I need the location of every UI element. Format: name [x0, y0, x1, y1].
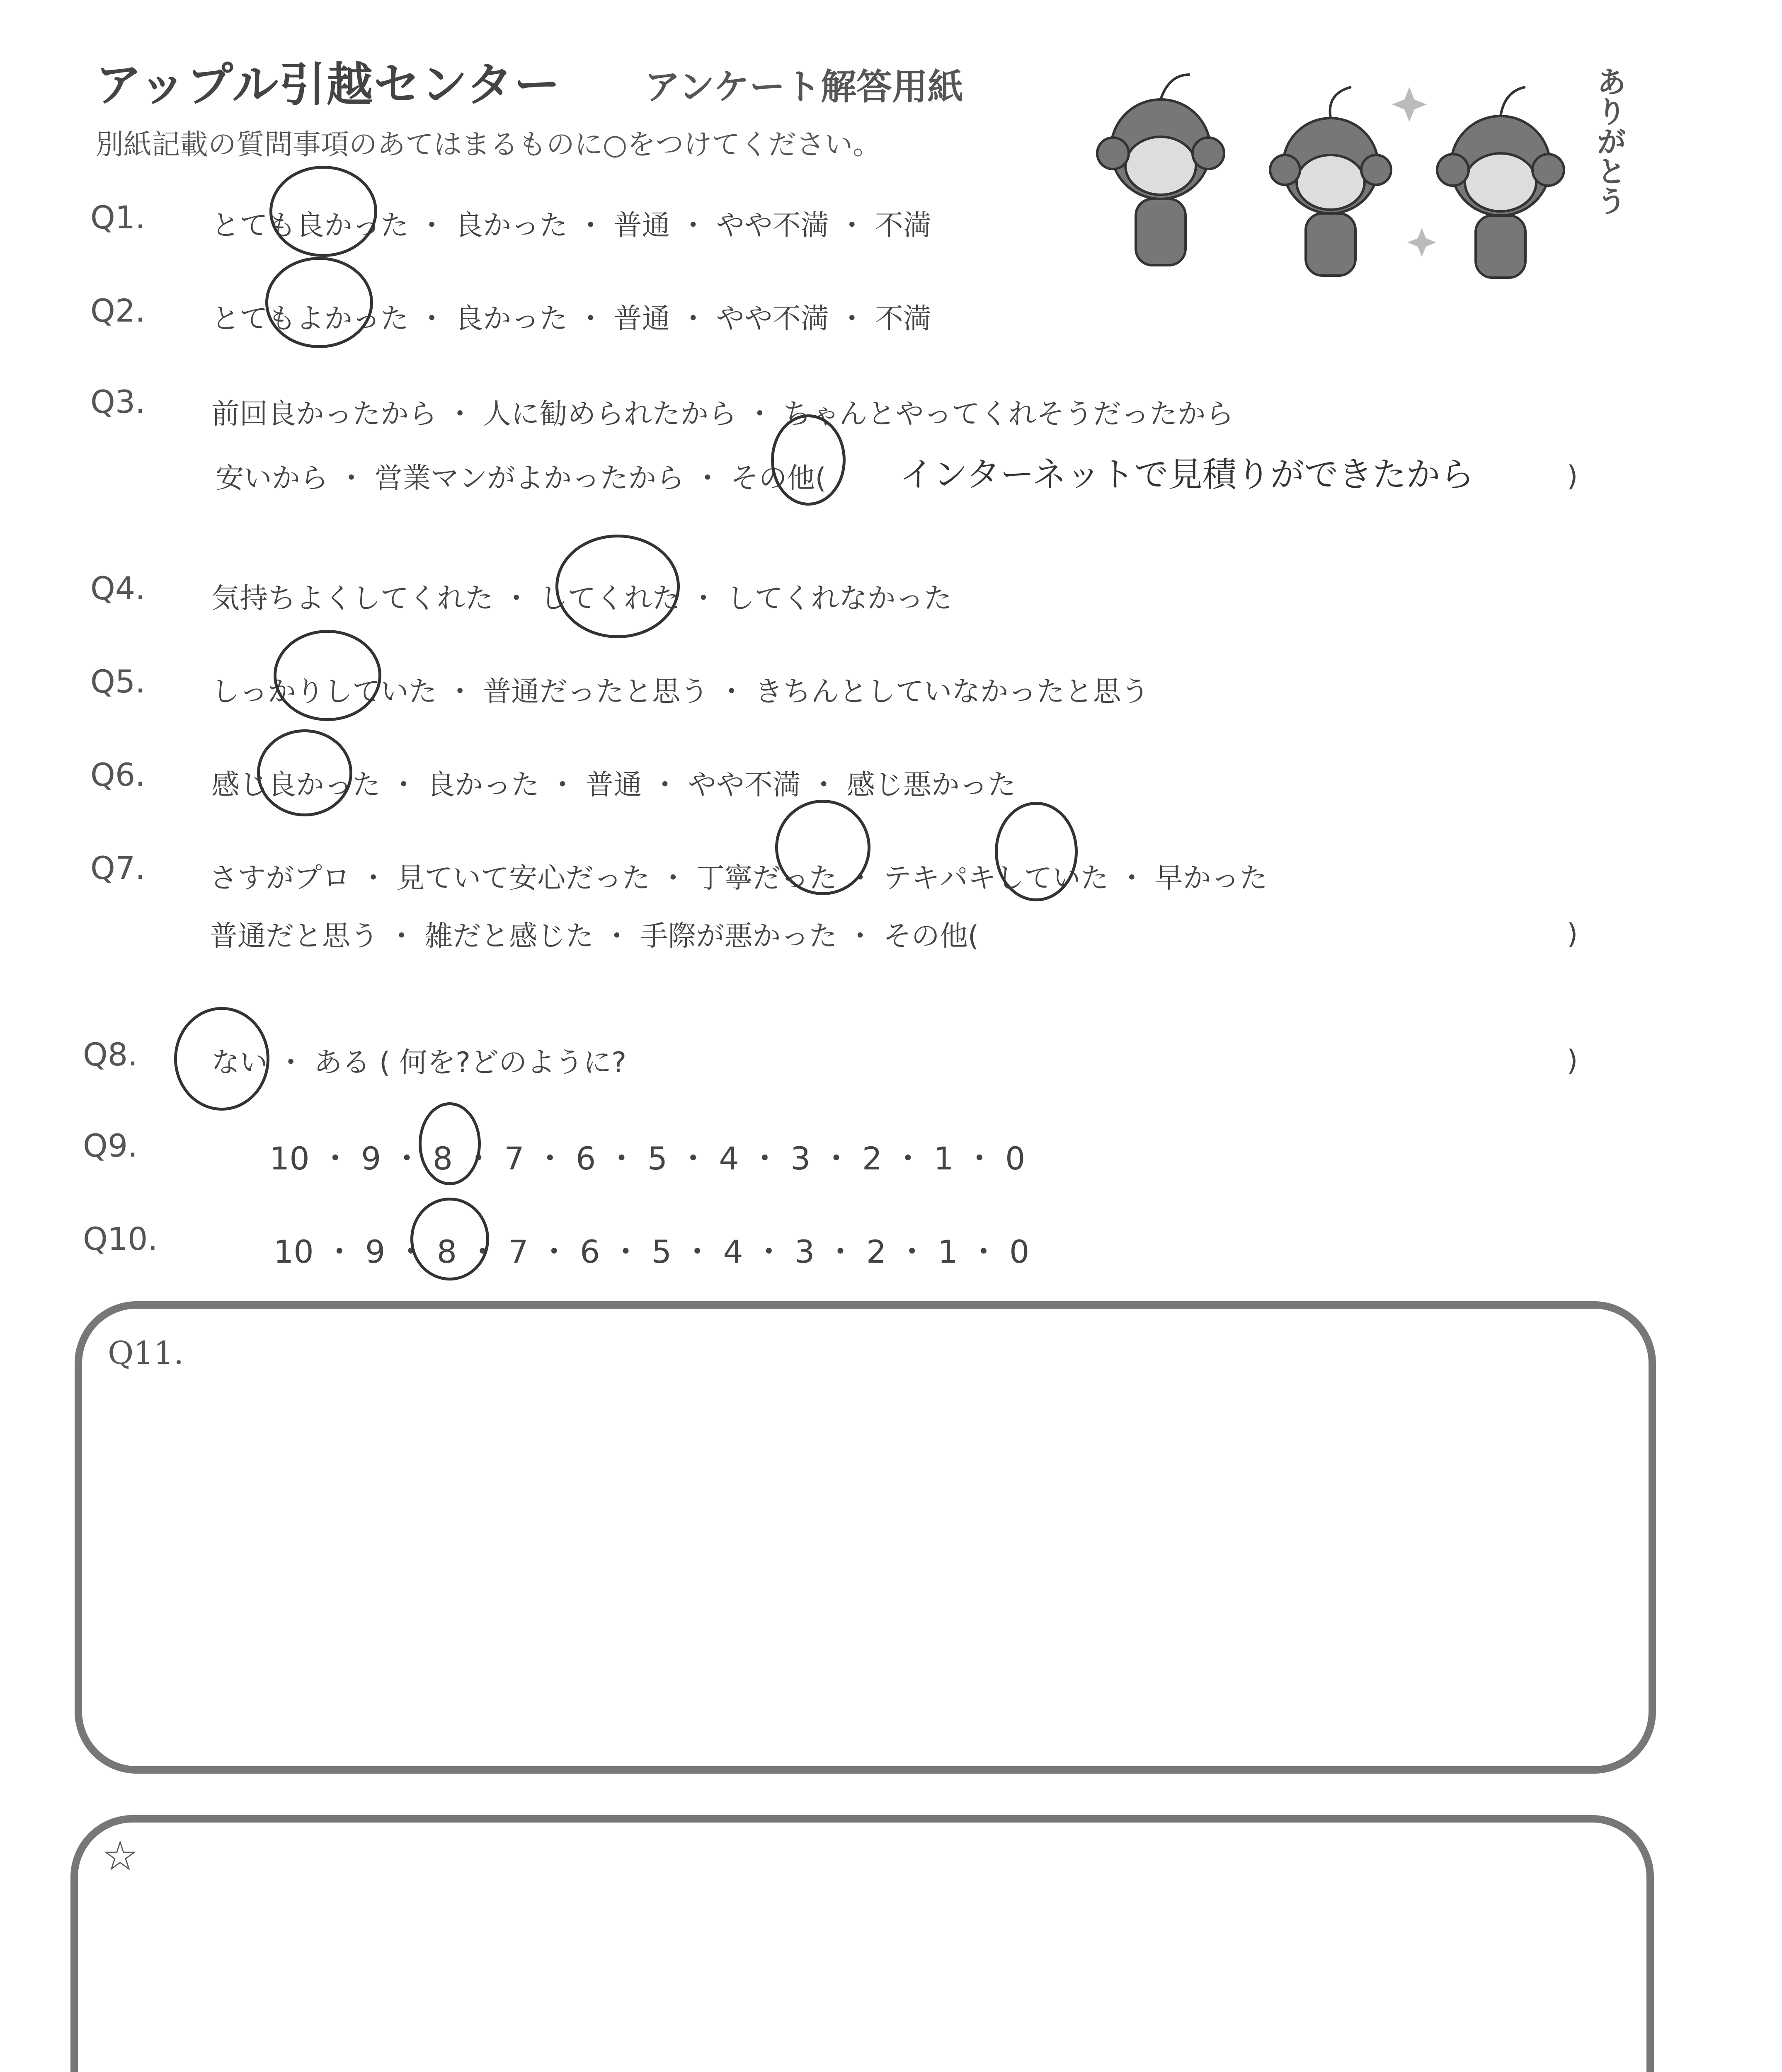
q5-answer-circle: [274, 630, 381, 721]
sparkle-icon: [1392, 87, 1436, 257]
q3-label: Q3.: [90, 383, 145, 420]
form-title: アップル引越センター: [95, 58, 561, 112]
q3-paren-close: ): [1567, 460, 1578, 493]
q7-label: Q7.: [90, 850, 145, 886]
q6-answer-circle: [257, 729, 352, 816]
q1-answer-circle: [269, 166, 377, 257]
thanks-text: ありがとう: [1592, 66, 1627, 215]
q10-label: Q10.: [83, 1220, 158, 1257]
q7-options-line1: さすがプロ ・ 見ていて安心だった ・ 丁寧だった ・ テキパキしていた ・ 早かった: [209, 862, 1268, 895]
q1-options: とても良かった ・ 良かった ・ 普通 ・ やや不満 ・ 不満: [211, 209, 931, 242]
star-label: ☆: [102, 1832, 139, 1880]
monkey-right-icon: [1437, 87, 1564, 278]
q7-answer-circle-polite: [775, 800, 870, 895]
q3-options-line1: 前回良かったから ・ 人に勧められたから ・ ちゃんとやってくれそうだったから: [211, 398, 1234, 431]
q11-label: Q11.: [108, 1334, 184, 1371]
q4-answer-circle: [555, 535, 680, 638]
q9-scale: 10 ・ 9 ・ 8 ・ 7 ・ 6 ・ 5 ・ 4 ・ 3 ・ 2 ・ 1 ・ 0: [269, 1140, 1026, 1177]
q2-options: とてもよかった ・ 良かった ・ 普通 ・ やや不満 ・ 不満: [211, 303, 931, 335]
q6-options: 感じ良かった ・ 良かった ・ 普通 ・ やや不満 ・ 感じ悪かった: [211, 769, 1016, 801]
mascot-illustration: [1078, 62, 1658, 294]
q1-label: Q1.: [90, 199, 145, 236]
q2-label: Q2.: [90, 292, 145, 329]
q8-paren-close: ): [1567, 1044, 1578, 1077]
q3-handwritten-answer: インターネットで見積りができたから: [899, 455, 1474, 494]
q7-paren-close: ): [1567, 918, 1578, 951]
monkey-left-icon: [1097, 75, 1224, 265]
star-comment-box: [70, 1815, 1654, 2072]
q9-label: Q9.: [83, 1127, 138, 1164]
form-subtitle: アンケート解答用紙: [645, 66, 963, 108]
instruction-text: 別紙記載の質問事項のあてはまるものに○をつけてください。: [95, 128, 881, 161]
q8-answer-circle: [174, 1007, 269, 1111]
q7-answer-circle-efficient: [995, 802, 1078, 901]
q5-options: しっかりしていた ・ 普通だったと思う ・ きちんとしていなかったと思う: [211, 675, 1149, 708]
q4-label: Q4.: [90, 570, 145, 607]
q4-options: 気持ちよくしてくれた ・ してくれた ・ してくれなかった: [211, 582, 952, 615]
q3-options-line2: 安いから ・ 営業マンがよかったから ・ その他(: [216, 462, 826, 495]
q3-answer-circle: [771, 414, 846, 506]
q8-label: Q8.: [83, 1036, 138, 1073]
q7-options-line2: 普通だと思う ・ 雑だと感じた ・ 手際が悪かった ・ その他(: [209, 920, 979, 953]
q10-answer-circle: [410, 1198, 489, 1280]
q9-answer-circle: [419, 1102, 481, 1185]
q5-label: Q5.: [90, 663, 145, 700]
q10-scale: 10 ・ 9 ・ 8 ・ 7 ・ 6 ・ 5 ・ 4 ・ 3 ・ 2 ・ 1 ・ 0: [274, 1233, 1030, 1270]
q11-comment-box: [75, 1301, 1656, 1774]
q6-label: Q6.: [90, 756, 145, 793]
q2-answer-circle: [265, 257, 373, 348]
q8-options: ない ・ ある ( 何を?どのように?: [211, 1046, 627, 1079]
monkey-middle-icon: [1270, 87, 1391, 276]
